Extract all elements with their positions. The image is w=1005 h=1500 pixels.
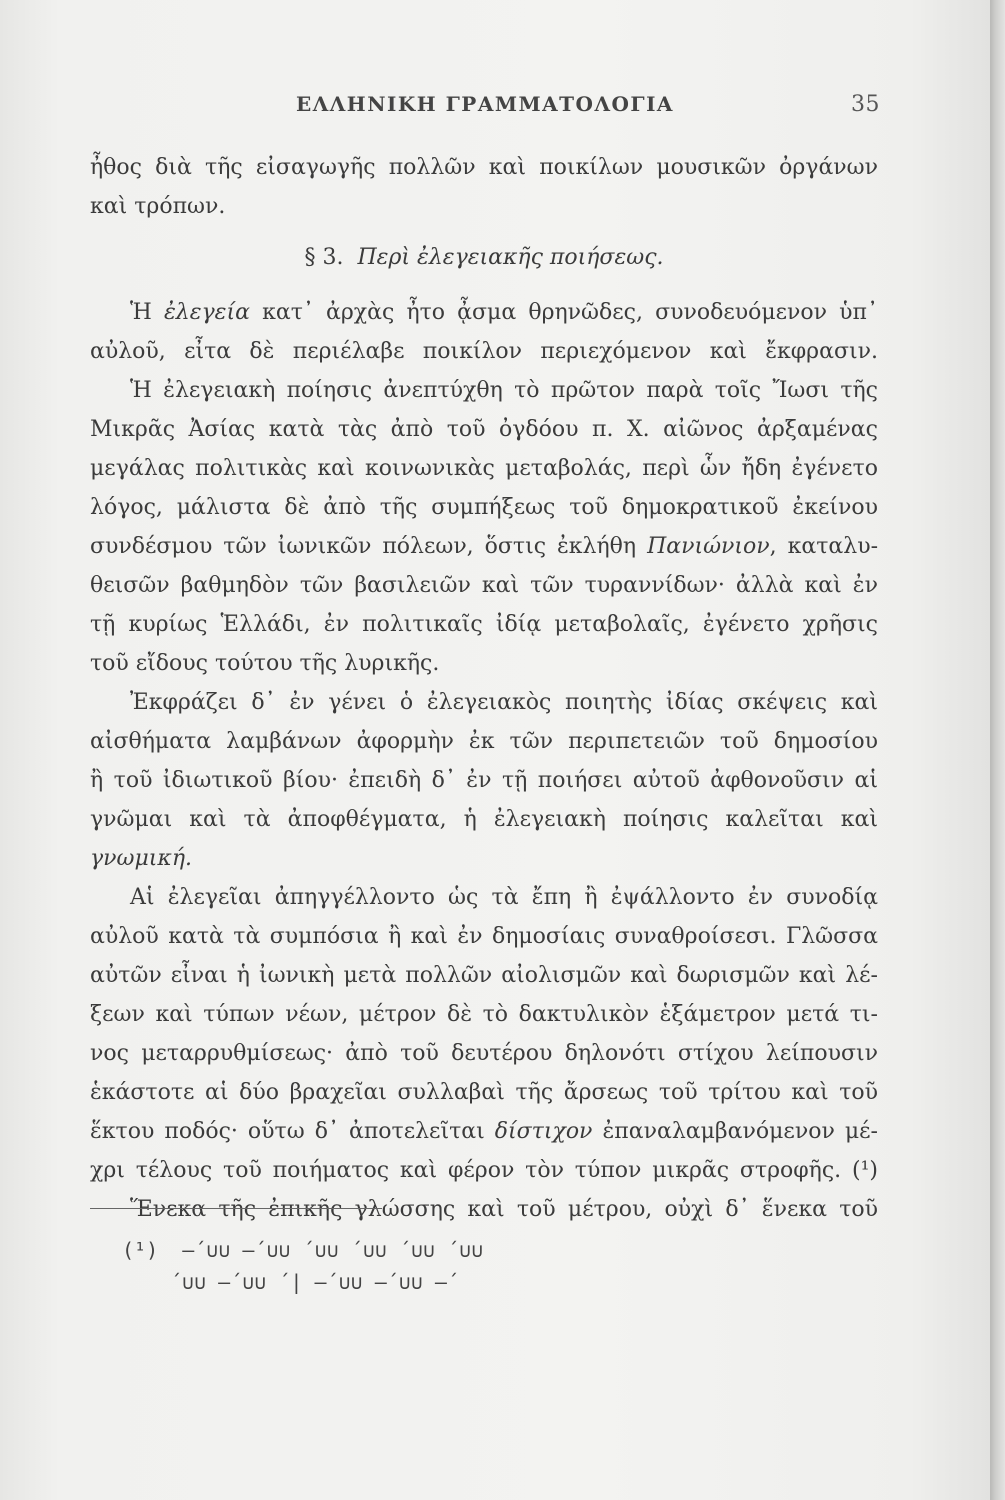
page-number: 35 (851, 92, 880, 117)
text-line: γνῶμαι καὶ τὰ ἀποφθέγματα, ἡ ἐλεγειακὴ ποίησις καλεῖται καὶ (90, 807, 878, 832)
text-line: αὐτῶν εἶναι ἡ ἰωνικὴ μετὰ πολλῶν αἰολισμῶν καὶ δωρισμῶν καὶ λέ- (90, 963, 878, 988)
section-heading (90, 238, 878, 277)
text-line: αἰσθήματα λαμβάνων ἀφορμὴν ἐκ τῶν περιπετειῶν τοῦ δημοσίου (90, 729, 878, 754)
text-run: συνδέσμου τῶν ἰωνικῶν πόλεων, ὅστις ἐκλήθη (90, 534, 637, 559)
text-line: μεγάλας πολιτικὰς καὶ κοινωνικὰς μεταβολάς, περὶ ὧν ἤδη ἐγένετο (90, 456, 878, 481)
text-run: Ἡ (130, 300, 152, 325)
body-text (90, 148, 878, 1229)
text-line: θεισῶν βαθμηδὸν τῶν βασιλειῶν καὶ τῶν τυραννίδων· ἀλλὰ καὶ ἐν (90, 573, 878, 598)
section-number: § 3. (304, 245, 344, 270)
text-line: γνωμική. (90, 846, 192, 871)
text-line: Αἱ ἐλεγεῖαι ἀπηγγέλλοντο ὡς τὰ ἔπη ἢ ἐψάλλοντο ἐν συνοδίᾳ (130, 885, 878, 910)
text-line (90, 527, 878, 566)
emphasis-term: ἐλεγεία (163, 300, 250, 325)
text-line: νος μεταρρυθμίσεως· ἀπὸ τοῦ δευτέρου δηλονότι στίχου λείπουσιν (90, 1041, 878, 1066)
text-line: ξεων καὶ τύπων νέων, μέτρον δὲ τὸ δακτυλικὸν ἑξάμετρον μετά τι- (90, 1002, 878, 1027)
text-line: χρι τέλους τοῦ ποιήματος καὶ φέρον τὸν τύπον μικρᾶς στροφῆς. (¹) (90, 1158, 878, 1183)
footnote-divider (90, 1208, 382, 1209)
text-line: ἑκάστοτε αἱ δύο βραχεῖαι συλλαβαὶ τῆς ἄρσεως τοῦ τρίτου καὶ τοῦ (90, 1080, 878, 1105)
text-line: τῇ κυρίως Ἑλλάδι, ἐν πολιτικαῖς ἰδίᾳ μεταβολαῖς, ἐγένετο χρῆσις (90, 612, 878, 637)
running-header (90, 92, 880, 122)
page-edge (990, 0, 1005, 1500)
text-line: ἢ τοῦ ἰδιωτικοῦ βίου· ἐπειδὴ δ᾽ ἐν τῇ ποιήσει αὐτοῦ ἀφθονοῦσιν αἱ (90, 768, 878, 793)
meter-scheme: –́ ∪∪ –́ ∪∪ ́ ∪∪ ́ ∪∪ ́ ∪∪ ́ ∪∪ (182, 1238, 484, 1262)
running-title: ΕΛΛΗΝΙΚΗ ΓΡΑΜΜΑΤΟΛΟΓΙΑ (296, 92, 674, 116)
footnote-line (122, 1234, 622, 1266)
text-line (90, 293, 878, 332)
footnote-marker: (¹) (122, 1238, 159, 1262)
text-run: , καταλυ- (769, 534, 879, 559)
text-line: καὶ τρόπων. (90, 194, 226, 219)
text-run: κατ᾽ ἀρχὰς ἦτο ᾆσμα θρηνῶδες, συνοδευόμενον ὑπ᾽ (262, 300, 879, 325)
text-line: Ἕνεκα τῆς ἐπικῆς γλώσσης καὶ τοῦ μέτρου, οὐχὶ δ᾽ ἕνεκα τοῦ (130, 1197, 878, 1222)
footnote (122, 1234, 622, 1298)
text-line: αὐλοῦ, εἶτα δὲ περιέλαβε ποικίλον περιεχόμενον καὶ ἔκφρασιν. (90, 339, 878, 364)
text-line: Μικρᾶς Ἀσίας κατὰ τὰς ἀπὸ τοῦ ὀγδόου π. Χ. αἰῶνος ἀρξαμένας (90, 417, 878, 442)
meter-scheme: ́ ∪∪ –́ ∪∪ ́ | –́ ∪∪ –́ ∪∪ –́ (170, 1270, 447, 1294)
text-line: αὐλοῦ κατὰ τὰ συμπόσια ἢ καὶ ἐν δημοσίαις συναθροίσεσι. Γλῶσσα (90, 924, 878, 949)
text-line: λόγος, μάλιστα δὲ ἀπὸ τῆς συμπήξεως τοῦ δημοκρατικοῦ ἐκείνου (90, 495, 878, 520)
section-title: Περὶ ἐλεγειακῆς ποιήσεως. (357, 245, 664, 270)
emphasis-term: δίστιχον (494, 1119, 593, 1144)
text-run: ἐπαναλαμβανόμενον μέ- (602, 1119, 878, 1144)
text-line (90, 1112, 878, 1151)
text-line: ἦθος διὰ τῆς εἰσαγωγῆς πολλῶν καὶ ποικίλων μουσικῶν ὀργάνων (90, 155, 878, 180)
text-run: ἕκτου ποδός· οὕτω δ᾽ ἀποτελεῖται (90, 1119, 485, 1144)
text-line: Ἡ ἐλεγειακὴ ποίησις ἀνεπτύχθη τὸ πρῶτον παρὰ τοῖς Ἴωσι τῆς (130, 378, 878, 403)
emphasis-term: Πανιώνιον (647, 534, 770, 559)
text-line: τοῦ εἴδους τούτου τῆς λυρικῆς. (90, 651, 440, 676)
text-line: Ἐκφράζει δ᾽ ἐν γένει ὁ ἐλεγειακὸς ποιητὴς ἰδίας σκέψεις καὶ (130, 690, 878, 715)
